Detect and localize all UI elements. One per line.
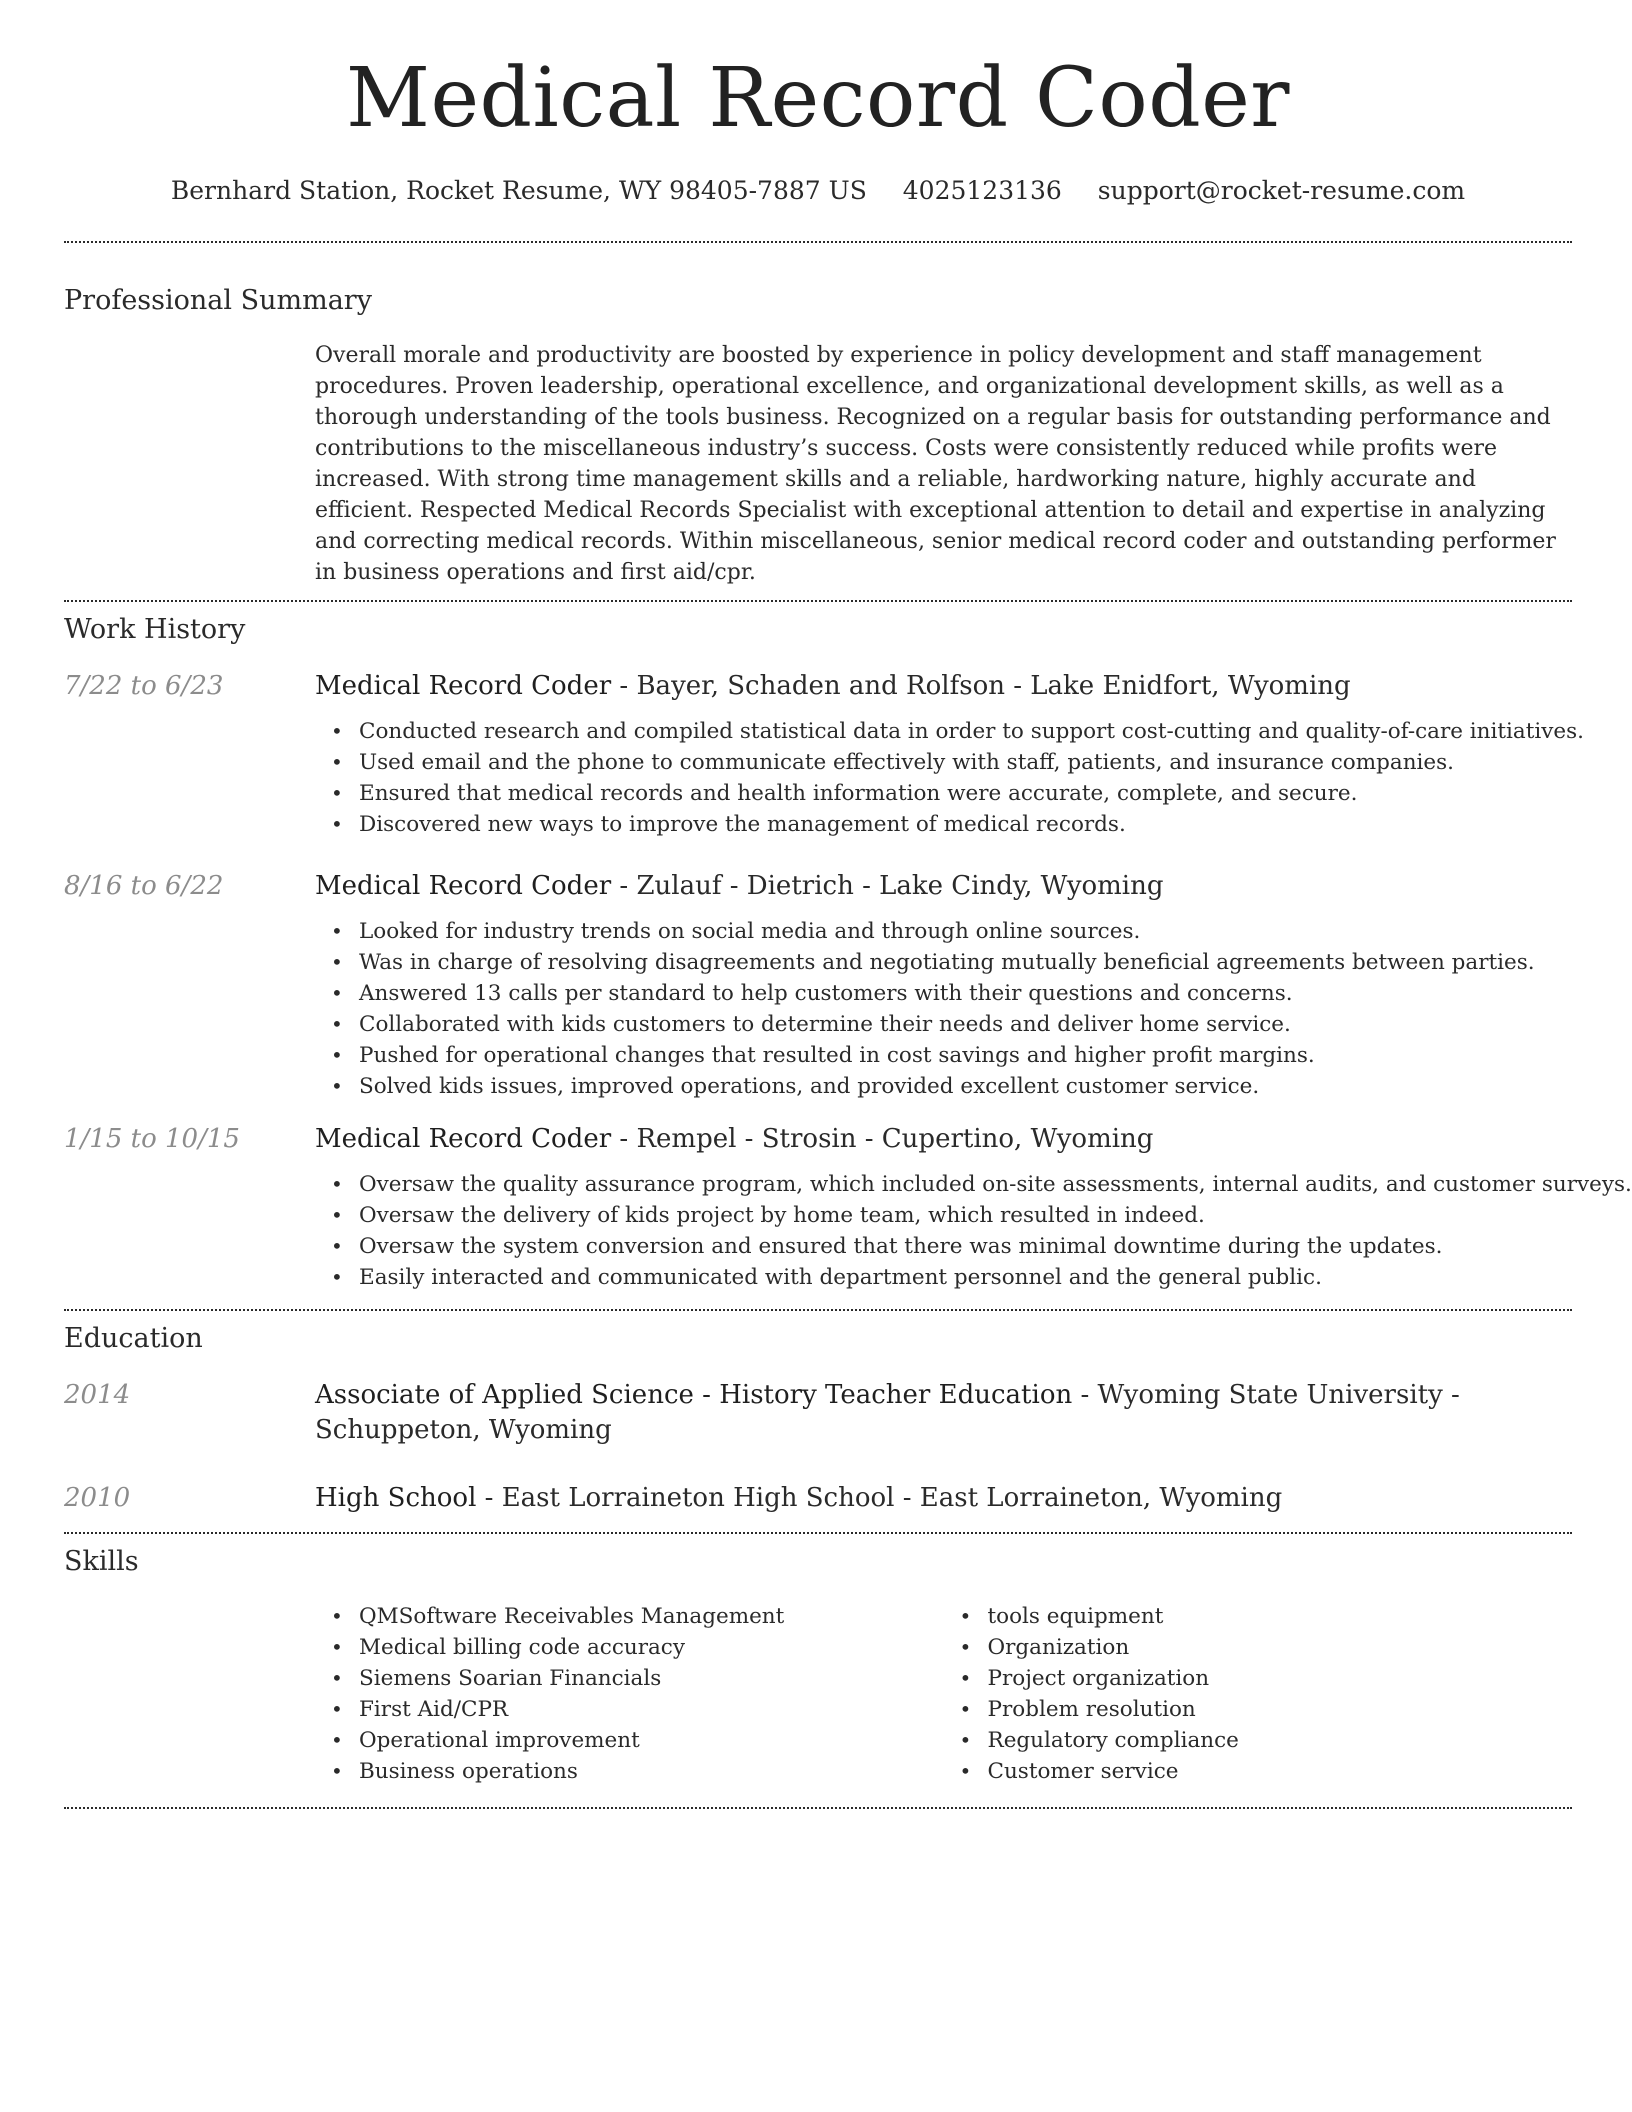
job-entry [64,669,1584,840]
job-role: Medical Record Coder [315,871,612,902]
resume-name: Medical Record Coder [346,51,1290,146]
section-title-work: Work History [64,614,246,646]
divider [64,1532,1572,1534]
list-item: • Easily interacted and communicated with department personnel and the general public. [331,1262,1572,1293]
section-title-education: Education [64,1323,203,1355]
section-title-summary: Professional Summary [64,285,372,317]
job-date: 7/22 to 6/23 [64,671,224,702]
job-employer: - Rempel - Strosin - Cupertino, Wyoming [611,1124,1154,1155]
list-item: • Oversaw the quality assurance program, which included on-site assessments, internal audits, and customer surveys. [331,1169,1572,1200]
list-item: • Solved kids issues, improved operations, and provided excellent customer service. [331,1071,1572,1102]
job-entry [64,869,1572,1102]
list-item: • Problem resolution [960,1694,1573,1725]
job-entry [64,1122,1632,1293]
education-school: - East Lorraineton High School - East Lorraineton, Wyoming [476,1483,1283,1514]
job-headline [315,1122,1572,1157]
list-item: • Customer service [960,1756,1573,1787]
job-date: 8/16 to 6/22 [64,871,224,902]
list-item: • Used email and the phone to communicate effectively with staff, patients, and insurance companies. [331,747,1572,778]
list-item: • Operational improvement [331,1725,944,1756]
skills-right-column [960,1601,1573,1787]
divider [64,241,1572,243]
education-entry [64,1481,1572,1516]
list-item: • Collaborated with kids customers to determine their needs and deliver home service. [331,1009,1572,1040]
skills-left-column [331,1601,944,1787]
resume-page [64,0,1632,1809]
list-item: • Conducted research and compiled statistical data in order to support cost-cutting and quality-of-care initiatives. [331,716,1572,747]
section-title-skills: Skills [64,1546,139,1578]
list-item: • Pushed for operational changes that resulted in cost savings and higher profit margins. [331,1040,1572,1071]
contact-email: support@rocket-resume.com [1097,176,1466,206]
education-date: 2014 [64,1380,131,1411]
job-headline [315,869,1572,904]
list-item: • Looked for industry trends on social media and through online sources. [331,916,1572,947]
list-item: • Regulatory compliance [960,1725,1573,1756]
job-headline [315,669,1572,704]
list-item: • Medical billing code accuracy [331,1632,944,1663]
education-degree: Associate of Applied Science - History Teacher Education [315,1380,1073,1411]
education-degree: High School [315,1483,477,1514]
job-date: 1/15 to 10/15 [64,1124,240,1155]
list-item: • Was in charge of resolving disagreements and negotiating mutually beneficial agreements between parties. [331,947,1572,978]
job-bullets [331,916,1572,1102]
education-headline [315,1378,1572,1448]
list-item: • First Aid/CPR [331,1694,944,1725]
list-item: • Oversaw the system conversion and ensured that there was minimal downtime during the updates. [331,1231,1572,1262]
skills-columns [315,1601,1572,1787]
list-item: • Project organization [960,1663,1573,1694]
summary-text: Overall morale and productivity are boosted by experience in policy development and staff management procedures. Proven leadership, operational excellence, and organizational development skills, as well as a thorough understanding of the tools business. Recognized on a regular basis for outstanding performance and contributions to the miscellaneous industry’s success. Costs were consistently reduced while profits were increased. With strong time management skills and a reliable, hardworking nature, highly accurate and efficient. Respected Medical Records Specialist with exceptional attention to detail and expertise in analyzing and correcting medical records. Within miscellaneous, senior medical record coder and outstanding performer in business operations and first aid/cpr. [315,343,1556,586]
divider [64,1807,1572,1809]
education-date: 2010 [64,1483,131,1514]
job-role: Medical Record Coder [315,671,612,702]
education-headline [315,1481,1572,1516]
contact-phone: 4025123136 [902,176,1062,206]
job-bullets [331,1169,1632,1293]
list-item: • Discovered new ways to improve the management of medical records. [331,809,1572,840]
list-item: • Siemens Soarian Financials [331,1663,944,1694]
contact-line [64,176,1572,205]
contact-address: Bernhard Station, Rocket Resume, WY 98405-7887 US [170,176,867,206]
list-item: • Business operations [331,1756,944,1787]
divider [64,1309,1572,1311]
job-employer: - Zulauf - Dietrich - Lake Cindy, Wyoming [611,871,1164,902]
job-bullets [331,716,1584,840]
job-employer: - Bayer, Schaden and Rolfson - Lake Enidfort, Wyoming [611,671,1351,702]
job-role: Medical Record Coder [315,1124,612,1155]
list-item: • Organization [960,1632,1573,1663]
divider [64,600,1572,602]
education-entry [64,1378,1572,1448]
education-school: - Wyoming State University - Schuppeton, Wyoming [315,1380,1460,1446]
list-item: • Oversaw the delivery of kids project by home team, which resulted in indeed. [331,1200,1572,1231]
list-item: • Answered 13 calls per standard to help customers with their questions and concerns. [331,978,1572,1009]
list-item: • tools equipment [960,1601,1573,1632]
list-item: • QMSoftware Receivables Management [331,1601,944,1632]
list-item: • Ensured that medical records and health information were accurate, complete, and secure. [331,778,1572,809]
